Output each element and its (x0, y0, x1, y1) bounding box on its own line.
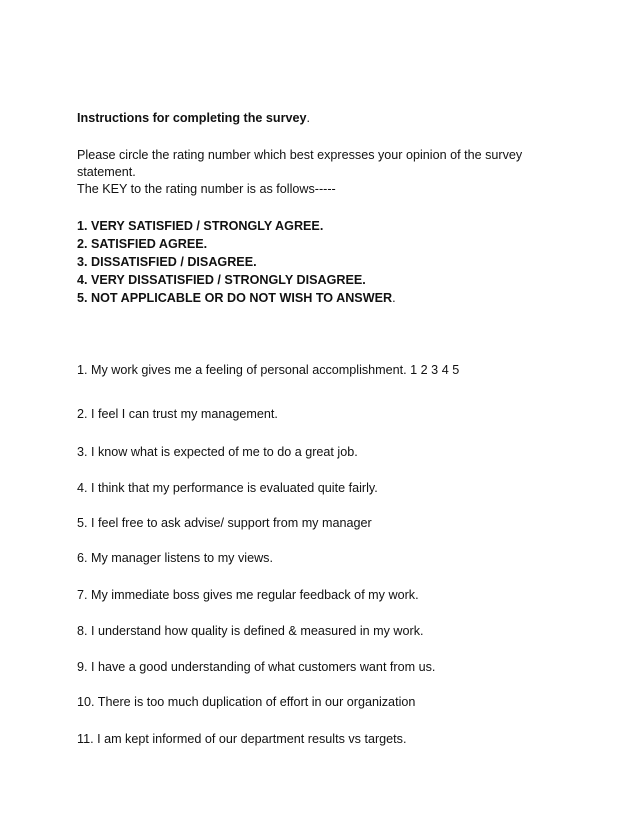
question-11: 11. I am kept informed of our department results vs targets. (77, 732, 407, 746)
instructions-body-line-3: The KEY to the rating number is as follows----- (77, 182, 336, 196)
instructions-body-line-2: statement. (77, 165, 136, 179)
instructions-heading-period: . (306, 111, 311, 125)
question-5: 5. I feel free to ask advise/ support from my manager (77, 516, 372, 530)
key-item-5-text: 5. NOT APPLICABLE OR DO NOT WISH TO ANSWER (77, 291, 393, 305)
question-10: 10. There is too much duplication of effort in our organization (77, 695, 416, 709)
question-7: 7. My immediate boss gives me regular feedback of my work. (77, 588, 419, 602)
question-3: 3. I know what is expected of me to do a great job. (77, 445, 358, 459)
question-8: 8. I understand how quality is defined & measured in my work. (77, 624, 424, 638)
question-1: 1. My work gives me a feeling of personal accomplishment. 1 2 3 4 5 (77, 363, 460, 377)
question-9: 9. I have a good understanding of what customers want from us. (77, 660, 436, 674)
key-item-5-period: . (392, 291, 396, 305)
instructions-body-line-1: Please circle the rating number which best expresses your opinion of the survey (77, 148, 523, 162)
question-4: 4. I think that my performance is evaluated quite fairly. (77, 481, 378, 495)
question-6: 6. My manager listens to my views. (77, 551, 273, 565)
key-item-1: 1. VERY SATISFIED / STRONGLY AGREE. (77, 219, 324, 233)
key-item-2: 2. SATISFIED AGREE. (77, 237, 208, 251)
key-item-4: 4. VERY DISSATISFIED / STRONGLY DISAGREE. (77, 273, 366, 287)
key-item-5 (77, 290, 396, 306)
instructions-heading-text: Instructions for completing the survey (77, 111, 307, 125)
instructions-heading (77, 110, 310, 126)
key-item-3: 3. DISSATISFIED / DISAGREE. (77, 255, 257, 269)
question-2: 2. I feel I can trust my management. (77, 407, 278, 421)
